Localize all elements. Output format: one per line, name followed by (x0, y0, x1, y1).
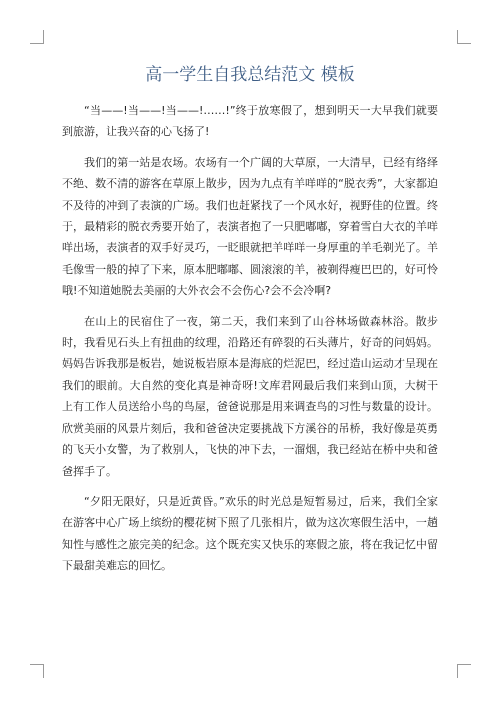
document-title: 高一学生自我总结范文 模板 (145, 65, 355, 85)
document-body (62, 100, 438, 586)
paragraph-farm: 我们的第一站是农场。农场有一个广阔的大草原，一大清早，已经有络绎不绝、数不清的游客在草原上散步，因为九点有羊咩咩的“脱衣秀”，大家都迫不及待的冲到了表演的广场。我们也赶紧找了一个风水好，视野佳的位置。终于，最精彩的脱衣秀要开始了，表演者抱了一只肥嘟嘟，穿着雪白大衣的羊咩咩出场，表演者的双手好灵巧，一眨眼就把羊咩咩一身厚重的羊毛剃光了。羊毛像雪一般的掉了下来，原本肥嘟嘟、圆滚滚的羊，被剃得瘦巴巴的，好可怜哦!不知道她脱去美丽的大外衣会不会伤心?会不会冷啊? (62, 155, 438, 298)
crop-mark-top-left (30, 30, 44, 44)
crop-mark-bottom-right (457, 664, 471, 678)
paragraph-intro: “当——!当——!当——!……!”终于放寒假了，想到明天一大早我们就要到旅游，让我兴奋的心飞扬了! (62, 104, 438, 139)
paragraph-forest: 在山上的民宿住了一夜，第二天，我们来到了山谷林场做森林浴。散步时，我看见石头上有扭曲的纹理，沿路还有碎裂的石头薄片，好奇的问妈妈。妈妈告诉我那是板岩，她说板岩原本是海底的烂泥巴，经过造山运动才呈现在我们的眼前。大自然的变化真是神奇呀!文库君网最后我们来到山顶，大树干上有工作人员送给小鸟的鸟屋，爸爸说那是用来调查鸟的习性与数量的设计。欣赏美丽的风景片刻后，我和爸爸决定要挑战下方溪谷的吊桥，我好像是英勇的飞天小女警，为了救别人，飞快的冲下去，一溜烟，我已经站在桥中央和爸爸挥手了。 (62, 314, 438, 478)
crop-mark-top-right (457, 30, 471, 44)
paragraph-sunset: “夕阳无限好，只是近黄昏。”欢乐的时光总是短暂易过，后来，我们全家在游客中心广场上缤纷的樱花树下照了几张相片，做为这次寒假生活中，一趟知性与感性之旅完美的纪念。这个既充实又快乐的寒假之旅，将在我记忆中留下最甜美难忘的回忆。 (62, 494, 438, 573)
crop-mark-bottom-left (30, 664, 44, 678)
